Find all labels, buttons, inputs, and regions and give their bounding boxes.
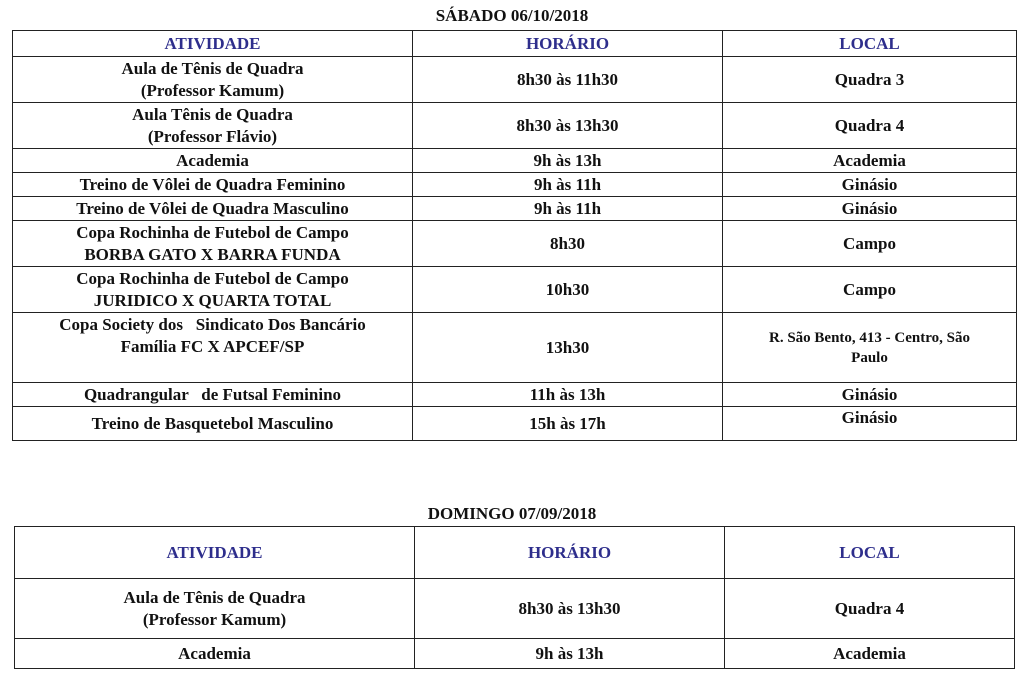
time-cell: 13h30: [413, 313, 723, 383]
saturday-title: SÁBADO 06/10/2018: [435, 6, 589, 25]
table-row: [13, 267, 1017, 313]
table-header-row: [13, 31, 1017, 57]
place-cell: Ginásio: [723, 383, 1017, 407]
sunday-schedule-table: [14, 526, 1015, 669]
activity-line: Aula de Tênis de Quadra: [123, 587, 306, 607]
sunday-title: DOMINGO 07/09/2018: [427, 504, 597, 523]
table-row: [13, 221, 1017, 267]
table-row: [15, 639, 1015, 669]
time-cell: 10h30: [413, 267, 723, 313]
activity-line: (Professor Kamum): [140, 80, 285, 100]
activity-cell: [13, 103, 413, 149]
table-row: [13, 197, 1017, 221]
table-row: [13, 407, 1017, 441]
header-time: HORÁRIO: [415, 527, 725, 579]
place-cell: Ginásio: [723, 197, 1017, 221]
activity-line: Copa Society dos Sindicato Dos Bancário: [59, 315, 366, 334]
header-activity: ATIVIDADE: [15, 527, 415, 579]
place-cell: Ginásio: [723, 173, 1017, 197]
activity-line: Aula de Tênis de Quadra: [121, 58, 304, 78]
time-cell: 8h30 às 11h30: [413, 57, 723, 103]
place-line: R. São Bento, 413 - Centro, São: [769, 329, 970, 346]
activity-line: Família FC X APCEF/SP: [120, 337, 305, 356]
activity-cell: [13, 221, 413, 267]
time-cell: 8h30 às 13h30: [413, 103, 723, 149]
place-cell: Campo: [723, 221, 1017, 267]
activity-cell: [15, 579, 415, 639]
table-row: [13, 313, 1017, 383]
place-cell: Ginásio: [723, 407, 1017, 441]
activity-cell: [13, 57, 413, 103]
header-time: HORÁRIO: [413, 31, 723, 57]
table-header-row: [15, 527, 1015, 579]
place-cell: Campo: [723, 267, 1017, 313]
activity-cell: [13, 267, 413, 313]
table-row: [13, 57, 1017, 103]
place-cell: [723, 313, 1017, 383]
activity-cell: Academia: [15, 639, 415, 669]
time-cell: 15h às 17h: [413, 407, 723, 441]
activity-line: JURIDICO X QUARTA TOTAL: [93, 290, 332, 310]
place-cell: Academia: [723, 149, 1017, 173]
place-cell: Academia: [725, 639, 1015, 669]
activity-cell: Treino de Vôlei de Quadra Feminino: [13, 173, 413, 197]
place-line: Paulo: [851, 349, 888, 366]
table-row: [13, 383, 1017, 407]
place-cell: Quadra 3: [723, 57, 1017, 103]
activity-line: Copa Rochinha de Futebol de Campo: [76, 222, 349, 242]
time-cell: 8h30 às 13h30: [415, 579, 725, 639]
time-cell: 11h às 13h: [413, 383, 723, 407]
activity-line: BORBA GATO X BARRA FUNDA: [84, 244, 341, 264]
activity-line: Copa Rochinha de Futebol de Campo: [76, 268, 349, 288]
time-cell: 8h30: [413, 221, 723, 267]
time-cell: 9h às 11h: [413, 197, 723, 221]
activity-cell: [13, 313, 413, 383]
table-row: [13, 173, 1017, 197]
header-place: LOCAL: [723, 31, 1017, 57]
table-row: [13, 103, 1017, 149]
header-activity: ATIVIDADE: [13, 31, 413, 57]
table-row: [13, 149, 1017, 173]
activity-cell: Treino de Basquetebol Masculino: [13, 407, 413, 441]
activity-cell: Treino de Vôlei de Quadra Masculino: [13, 197, 413, 221]
activity-line: (Professor Flávio): [147, 126, 278, 146]
place-cell: Quadra 4: [723, 103, 1017, 149]
place-cell: Quadra 4: [725, 579, 1015, 639]
time-cell: 9h às 13h: [415, 639, 725, 669]
time-cell: 9h às 11h: [413, 173, 723, 197]
saturday-schedule-table: [12, 30, 1017, 441]
activity-cell: Quadrangular de Futsal Feminino: [13, 383, 413, 407]
activity-cell: Academia: [13, 149, 413, 173]
activity-line: (Professor Kamum): [142, 609, 287, 629]
header-place: LOCAL: [725, 527, 1015, 579]
activity-line: Aula Tênis de Quadra: [132, 104, 293, 124]
table-row: [15, 579, 1015, 639]
time-cell: 9h às 13h: [413, 149, 723, 173]
